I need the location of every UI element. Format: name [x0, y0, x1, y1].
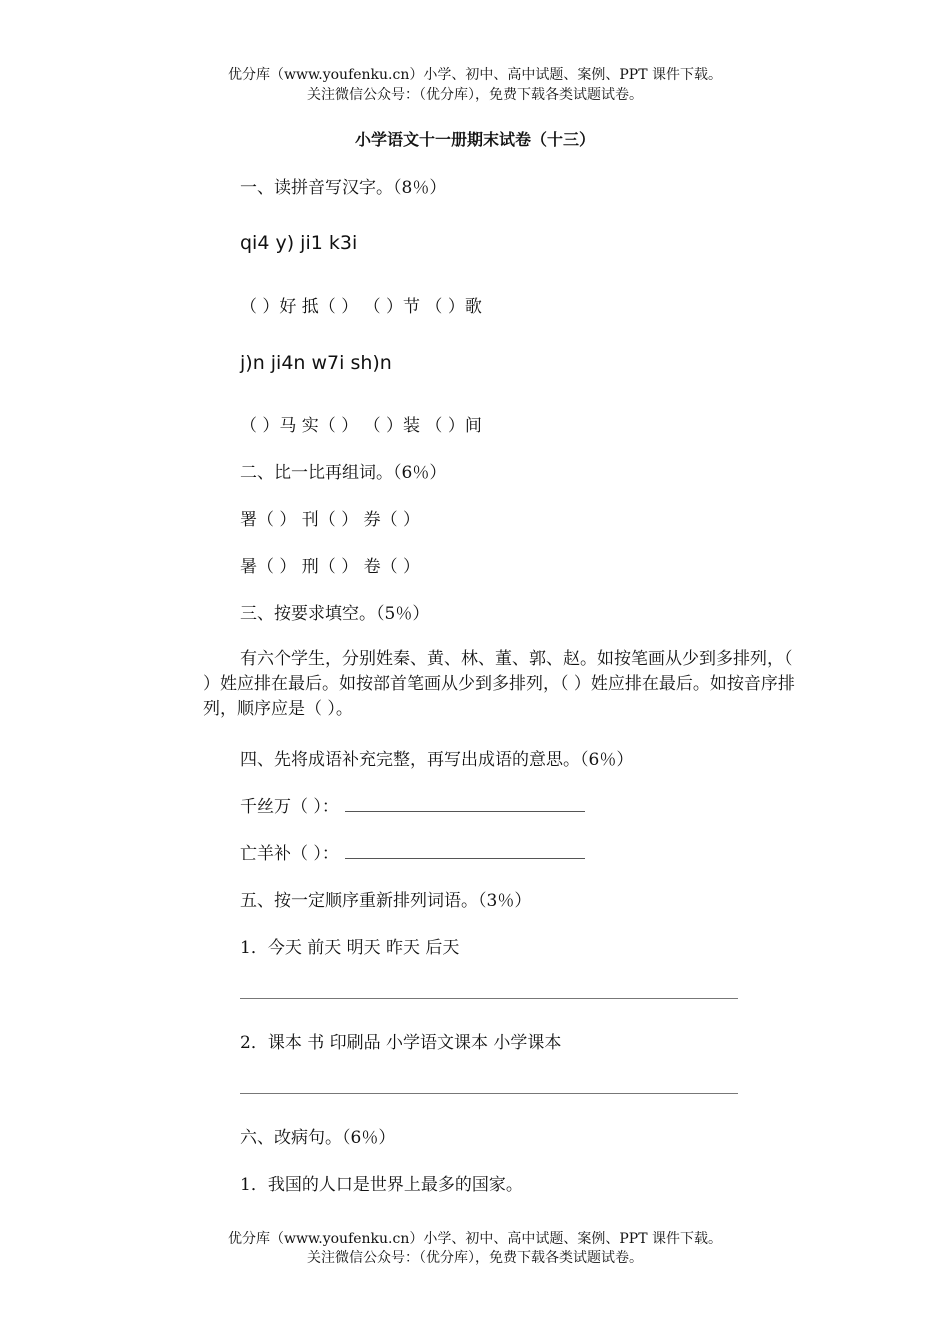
header-line-1: 优分库（www.youfenku.cn）小学、初中、高中试题、案例、PPT 课件下载。	[227, 67, 722, 83]
footer-line-2: 关注微信公众号：（优分库），免费下载各类试题试卷。	[307, 1250, 643, 1266]
idiom-item-2	[240, 839, 585, 864]
section-3-paragraph: 有六个学生，分别姓秦、黄、林、董、郭、赵。如按笔画从少到多排列，（ ）姓应排在最后。如按部首笔画从少到多排列，（ ）姓应排在最后。如按音序排列，顺序应是（ ）。	[203, 649, 795, 719]
word-row-2: 暑（ ） 刑（ ） 卷（ ）	[240, 557, 421, 577]
word-row-1: 署（ ） 刊（ ） 券（ ）	[240, 510, 421, 530]
idiom-item-1-label: 千丝万（ ）：	[240, 797, 339, 817]
idiom-item-1-blank	[345, 797, 585, 812]
fill-row-1: （ ）好 抵（ ） （ ）节 （ ）歌	[240, 297, 482, 317]
idiom-item-2-label: 亡羊补（ ）：	[240, 844, 339, 864]
page-title: 小学语文十一册期末试卷（十三）	[354, 130, 595, 149]
order-item-2: 2．课本 书 印刷品 小学语文课本 小学课本	[240, 1033, 562, 1053]
order-item-1: 1．今天 前天 明天 昨天 后天	[240, 938, 460, 958]
section-2-heading: 二、比一比再组词。（6％）	[240, 463, 447, 483]
section-4-heading: 四、先将成语补充完整，再写出成语的意思。（6％）	[240, 750, 634, 770]
order-item-2-answer-line	[240, 1093, 738, 1094]
section-3-heading: 三、按要求填空。（5％）	[240, 604, 430, 624]
fill-row-2: （ ）马 实（ ） （ ）装 （ ）间	[240, 416, 482, 436]
pinyin-row-2: j)n ji4n w7i sh)n	[240, 352, 392, 374]
section-5-heading: 五、按一定顺序重新排列词语。（3％）	[240, 891, 532, 911]
section-6-heading: 六、改病句。（6％）	[240, 1128, 396, 1148]
idiom-item-1	[240, 792, 585, 817]
order-item-1-answer-line	[240, 998, 738, 999]
section-1-heading: 一、读拼音写汉字。（8％）	[240, 178, 447, 198]
idiom-item-2-blank	[345, 844, 585, 859]
pinyin-row-1: qi4 y) ji1 k3i	[240, 232, 358, 254]
footer-line-1: 优分库（www.youfenku.cn）小学、初中、高中试题、案例、PPT 课件下载。	[227, 1231, 722, 1247]
sentence-item-1: 1．我国的人口是世界上最多的国家。	[240, 1175, 523, 1195]
header-line-2: 关注微信公众号：（优分库），免费下载各类试题试卷。	[307, 87, 643, 103]
